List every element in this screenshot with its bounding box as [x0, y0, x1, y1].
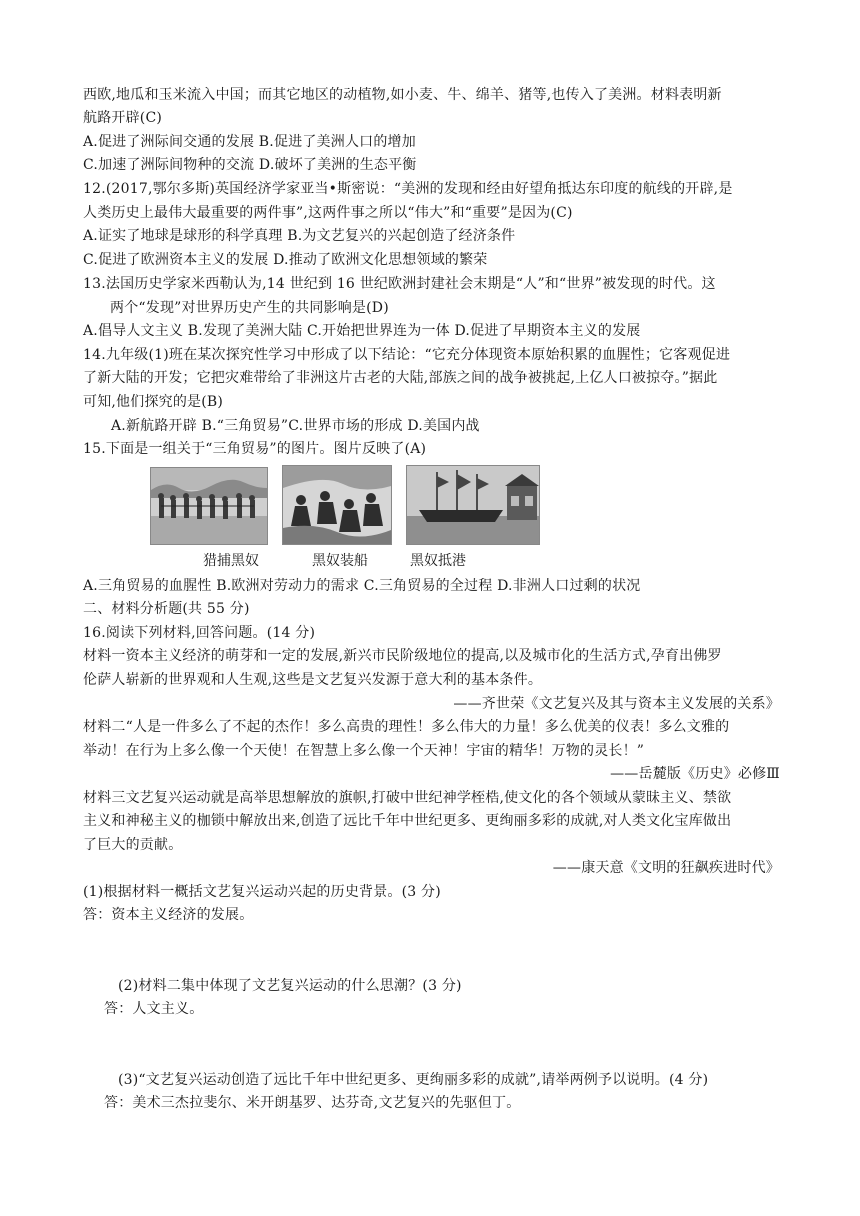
material-one: 材料一资本主义经济的萌芽和一定的发展,新兴市民阶级地位的提高,以及城市化的生活方式,孕育出佛罗: [83, 648, 722, 664]
text-line: 伦萨人崭新的世界观和人生观,这些是文艺复兴发源于意大利的基本条件。: [83, 672, 543, 688]
material-two: 材料二“人是一件多么了不起的杰作！多么高贵的理性！多么伟大的力量！多么优美的仪表！多么文雅的: [83, 719, 730, 735]
question-13: 13.法国历史学家米西勒认为,14 世纪到 16 世纪欧洲封建社会末期是“人”和“世界”被发现的时代。这: [83, 276, 716, 292]
text-line: 西欧,地瓜和玉米流入中国；而其它地区的动植物,如小麦、牛、绵羊、猪等,也传入了美洲。材料表明新: [83, 87, 722, 103]
figure-caption: 黑奴装船: [312, 553, 368, 569]
text-line: 了巨大的贡献。: [83, 837, 183, 853]
figure-caption: 猎捕黑奴: [203, 553, 259, 569]
option-line: A.三角贸易的血腥性 B.欧洲对劳动力的需求 C.三角贸易的全过程 D.非洲人口过剩的状况: [83, 578, 641, 594]
sub-question-2: (2)材料二集中体现了文艺复兴运动的什么思潮？(3 分): [118, 978, 462, 994]
option-line: C.加速了洲际间物种的交流 D.破坏了美洲的生态平衡: [83, 157, 417, 173]
option-line: A.证实了地球是球形的科学真理 B.为文艺复兴的兴起创造了经济条件: [83, 228, 516, 244]
text-line: 航路开辟(C): [83, 110, 163, 126]
figure-caption: 黑奴抵港: [410, 553, 466, 569]
section-heading: 二、材料分析题(共 55 分): [83, 601, 250, 617]
text-line: 举动！在行为上多么像一个天使！在智慧上多么像一个天神！宇宙的精华！万物的灵长！”: [83, 743, 645, 759]
option-line: A.倡导人文主义 B.发现了美洲大陆 C.开始把世界连为一体 D.促进了早期资本主义的发展: [83, 323, 641, 339]
question-16: 16.阅读下列材料,回答问题。(14 分): [83, 625, 316, 641]
citation: ——康天意《文明的狂飙疾进时代》: [552, 860, 780, 876]
material-three: 材料三文艺复兴运动就是高举思想解放的旗帜,打破中世纪神学桎梏,使文化的各个领域从蒙昧主义、禁欲: [83, 790, 732, 806]
option-line: A.促进了洲际间交通的发展 B.促进了美洲人口的增加: [83, 134, 416, 150]
answer-1: 答：资本主义经济的发展。: [83, 907, 254, 923]
option-line: A.新航路开辟 B.“三角贸易”C.世界市场的形成 D.美国内战: [111, 418, 480, 434]
sub-question-3: (3)“文艺复兴运动创造了远比千年中世纪更多、更绚丽多彩的成就”,请举两例予以说明。(4 分): [118, 1072, 709, 1088]
text-line: 主义和神秘主义的枷锁中解放出来,创造了远比千年中世纪更多、更绚丽多彩的成就,对人类文化宝库做出: [83, 813, 732, 829]
sub-question-1: (1)根据材料一概括文艺复兴运动兴起的历史背景。(3 分): [83, 884, 441, 900]
question-12: 12.(2017,鄂尔多斯)英国经济学家亚当•斯密说：“美洲的发现和经由好望角抵达东印度的航线的开辟,是: [83, 181, 733, 197]
question-15: 15.下面是一组关于“三角贸易”的图片。图片反映了(A): [83, 441, 427, 457]
citation: ——岳麓版《历史》必修Ⅲ: [610, 766, 780, 782]
text-line: 人类历史上最伟大最重要的两件事”,这两件事之所以“伟大”和“重要”是因为(C): [83, 205, 573, 221]
text-line: 两个“发现”对世界历史产生的共同影响是(D): [110, 300, 389, 316]
text-line: 可知,他们探究的是(B): [83, 394, 224, 410]
answer-3: 答：美术三杰拉斐尔、米开朗基罗、达芬奇,文艺复兴的先驱但丁。: [104, 1095, 521, 1111]
citation: ——齐世荣《文艺复兴及其与资本主义发展的关系》: [453, 696, 780, 712]
slave-loading-image: [282, 465, 392, 545]
slave-hunting-image: [150, 467, 268, 545]
text-line: 了新大陆的开发；它把灾难带给了非洲这片古老的大陆,部族之间的战争被挑起,上亿人口被掠夺。”据此: [83, 370, 718, 386]
answer-2: 答：人文主义。: [104, 1001, 204, 1017]
slave-arrival-image: [406, 465, 540, 545]
question-14: 14.九年级(1)班在某次探究性学习中形成了以下结论：“它充分体现资本原始积累的血腥性；它客观促进: [83, 347, 731, 363]
option-line: C.促进了欧洲资本主义的发展 D.推动了欧洲文化思想领域的繁荣: [83, 252, 488, 268]
